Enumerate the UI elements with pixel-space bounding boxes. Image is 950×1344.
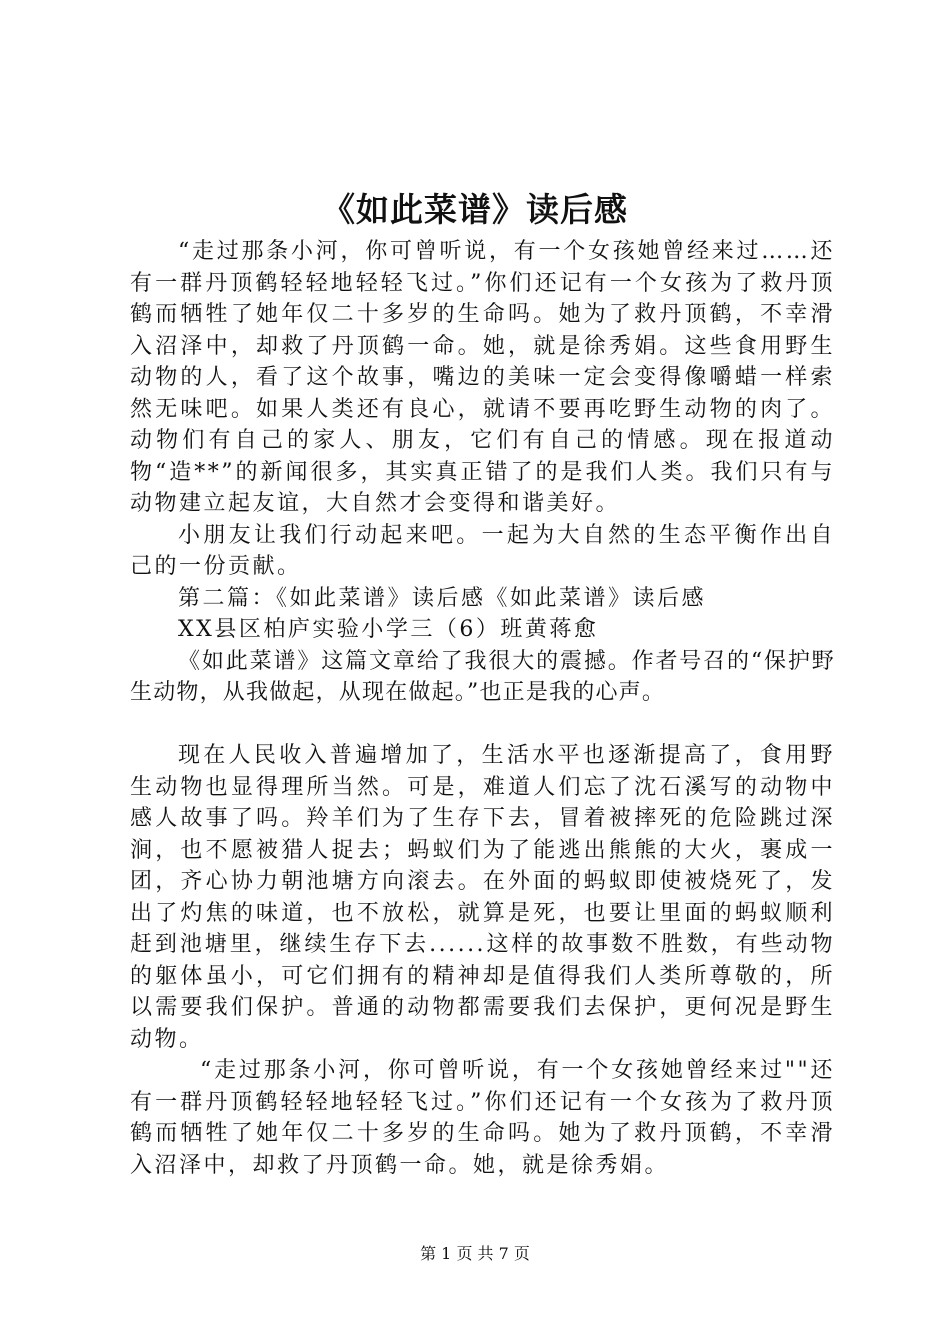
author-line: XX县区柏庐实验小学三（6）班黄蒋愈: [178, 617, 599, 642]
document-title: 《如此菜谱》读后感: [322, 190, 628, 229]
section-heading: 第二篇：《如此菜谱》读后感《如此菜谱》读后感: [178, 585, 707, 611]
paragraph-4: 现在人民收入普遍增加了，生活水平也逐渐提高了，食用野生动物也显得理所当然。可是，难道人们忘了沈石溪写的动物中感人故事了吗。羚羊们为了生存下去，冒着被摔死的危险跳过深涧，也不愿被猎人捉去；蚂蚁们为了能逃出熊熊的大火，裹成一团，齐心协力朝池塘方向滚去。在外面的蚂蚁即使被烧死了，发出了灼焦的味道，也不放松，就算是死，也要让里面的蚂蚁顺利赶到池塘里，继续生存下去......这样的故事数不胜数，有些动物的躯体虽小，可它们拥有的精神却是值得我们人类所尊敬的，所以需要我们保护。普通的动物都需要我们去保护，更何况是野生动物。: [130, 743, 835, 1052]
page-number: 第 1 页 共 7 页: [420, 1244, 530, 1263]
paragraph-5: “走过那条小河，你可曾听说，有一个女孩她曾经来过""还有一群丹顶鹤轻轻地轻轻飞过。”你们还记有一个女孩为了救丹顶鹤而牺牲了她年仅二十多岁的生命吗。她为了救丹顶鹤，不幸滑入沼泽中，却救了丹顶鹤一命。她，就是徐秀娟。: [130, 1058, 835, 1178]
document-body: [130, 236, 835, 1181]
paragraph-2: 小朋友让我们行动起来吧。一起为大自然的生态平衡作出自己的一份贡献。: [130, 522, 835, 579]
paragraph-3: 《如此菜谱》这篇文章给了我很大的震撼。作者号召的“保护野生动物，从我做起，从现在做起。”也正是我的心声。: [130, 648, 835, 705]
paragraph-1: “走过那条小河，你可曾听说，有一个女孩她曾经来过……还有一群丹顶鹤轻轻地轻轻飞过。”你们还记有一个女孩为了救丹顶鹤而牺牲了她年仅二十多岁的生命吗。她为了救丹顶鹤，不幸滑入沼泽中，却救了丹顶鹤一命。她，就是徐秀娟。这些食用野生动物的人，看了这个故事，嘴边的美味一定会变得像嚼蜡一样索然无味吧。如果人类还有良心，就请不要再吃野生动物的肉了。动物们有自己的家人、朋友，它们有自己的情感。现在报道动物“造**”的新闻很多，其实真正错了的是我们人类。我们只有与动物建立起友谊，大自然才会变得和谐美好。: [130, 239, 835, 516]
